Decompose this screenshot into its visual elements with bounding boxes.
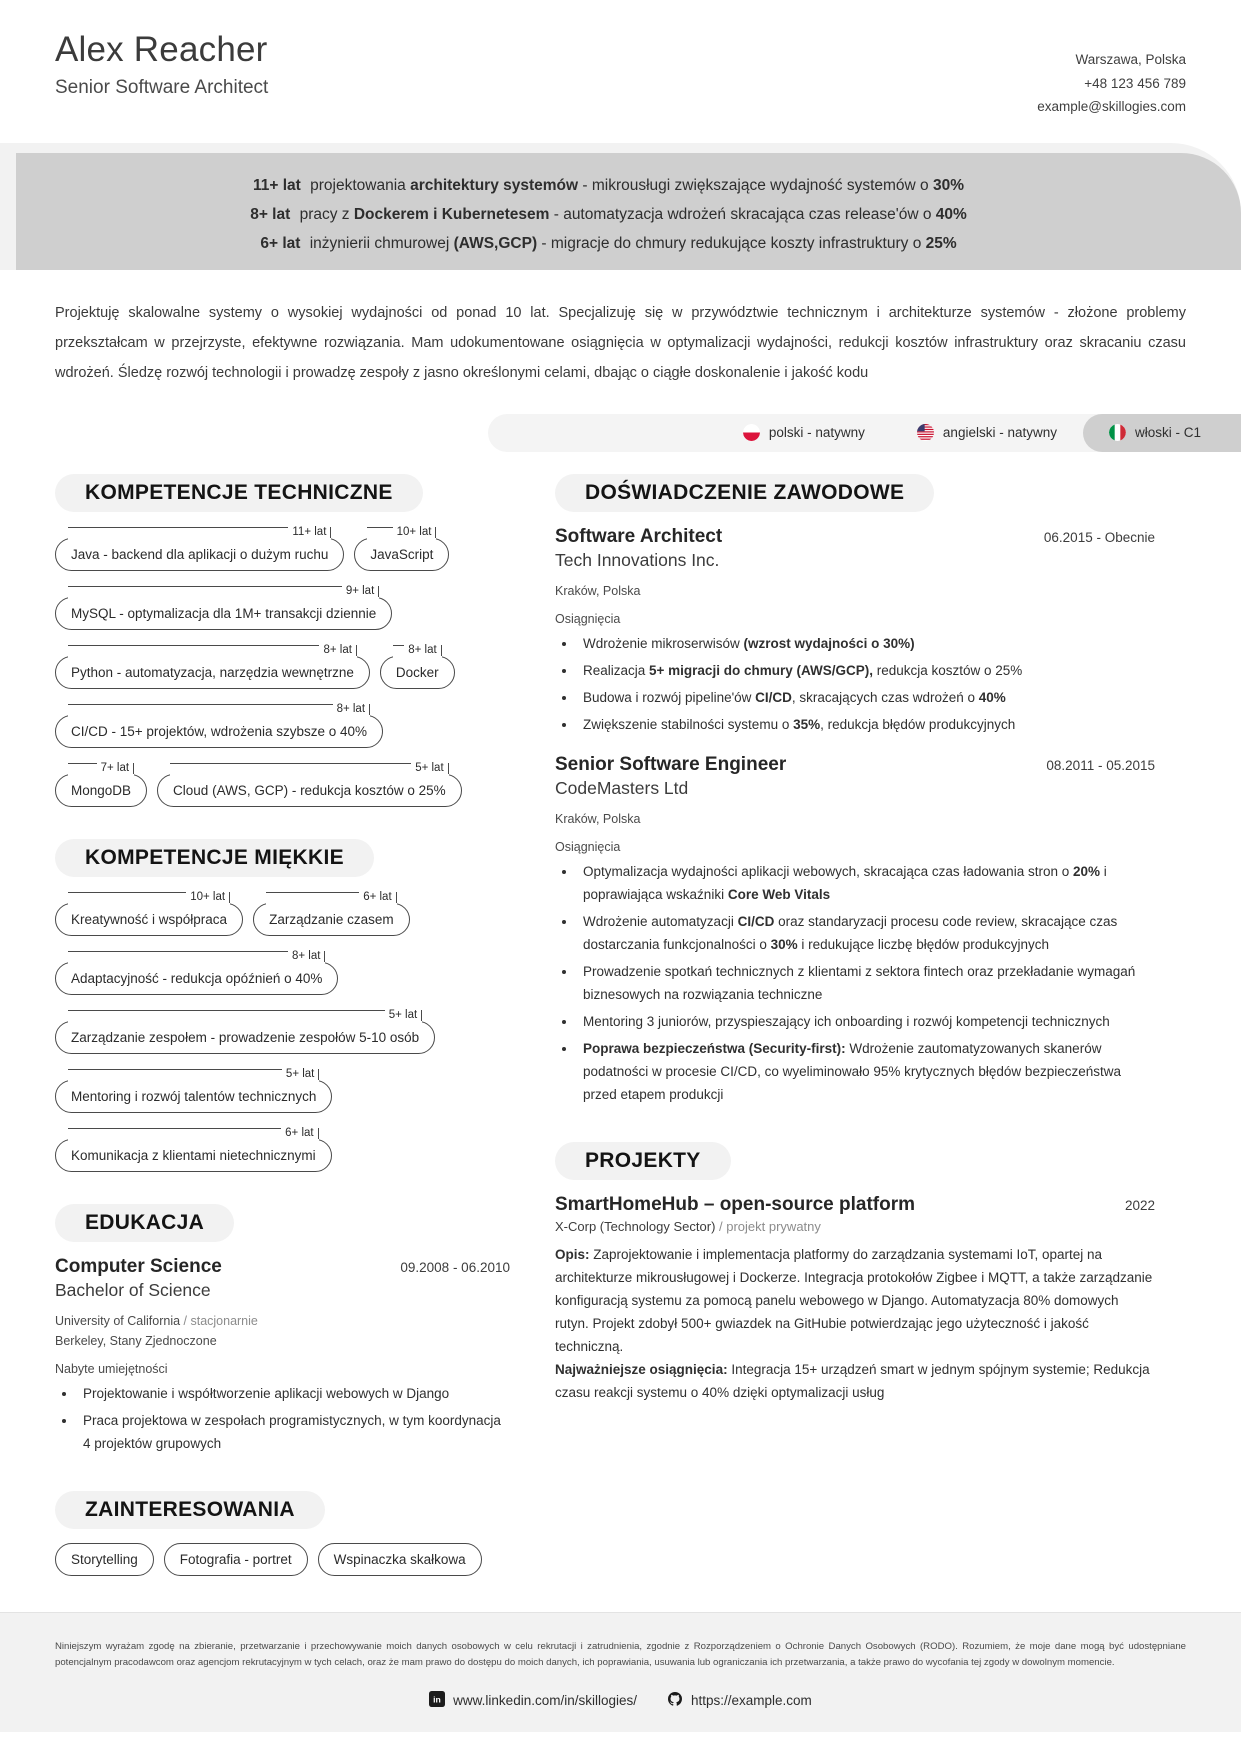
job-title: Senior Software Architect: [55, 77, 269, 99]
cv-header: [0, 0, 1241, 137]
skill-chip: [55, 526, 344, 571]
experience-achievements-label: Osiągnięcia: [555, 839, 621, 854]
project-highlight-label: Najważniejsze osiągnięcia:: [555, 1361, 728, 1377]
skill-row: [55, 526, 510, 571]
banner-bold: Dockerem i Kubernetesem: [353, 205, 550, 223]
experience-list: [555, 526, 1155, 1106]
skill-label: Cloud (AWS, GCP) - redukcja kosztów o 25%: [157, 774, 462, 807]
skill-row: [55, 585, 510, 630]
skill-years-badge: 8+ lat: [333, 703, 369, 715]
education-entry: [55, 1256, 510, 1455]
project-desc-text: Zaprojektowanie i implementacja platformy do zarządzania systemami IoT, opartej na architekturze mikrousługowej i Dockerze. Integracja protokołów Zigbee i MQTT, a także zarządzanie konfiguracją systemu za pomocą panelu webowego w Django. Automatyzacja 80% domowych rutyn. Projekt zdobył 500+ gwiazdek na GitHubie potwierdzając jego użyteczność i jakość techniczną.: [555, 1246, 1153, 1354]
skill-years-badge: 7+ lat: [97, 762, 133, 774]
banner-years: 11+ lat: [252, 176, 301, 194]
usa-flag: [917, 424, 934, 441]
interest-chip: [55, 1543, 154, 1576]
skill-row: [55, 891, 510, 936]
experience-bullet: • Wdrożenie automatyzacji CI/CD oraz standaryzacji procesu code review, skracające czas dostarczania funkcjonalności o 30% i redukujące liczbę błędów produkcyjnych: [577, 910, 1155, 956]
experience-bullet: • Poprawa bezpieczeństwa (Security-first): Wdrożenie zautomatyzowanych skanerów podatności w procesie CI/CD, co wyeliminowało 95% krytycznych błędów bezpieczeństwa przed etapem produkcji: [577, 1037, 1155, 1106]
education-school: University of California: [55, 1313, 181, 1328]
project-org: [555, 1219, 1155, 1234]
skill-years-badge: 5+ lat: [385, 1009, 421, 1021]
banner-pre: pracy z: [295, 205, 354, 223]
experience-place: Kraków, Polska: [555, 811, 641, 826]
experience-date: 08.2011 - 05.2015: [1046, 757, 1155, 773]
project-entry-top: [555, 1194, 1155, 1216]
skill-chip: [354, 526, 449, 571]
skill-years-badge: 8+ lat: [288, 950, 324, 962]
language-item: [1083, 414, 1241, 452]
banner-line: [16, 171, 1201, 200]
contact-phone: +48 123 456 789: [1084, 75, 1186, 91]
skill-row: [55, 1127, 510, 1172]
experience-entry-top: [555, 526, 1155, 548]
experience-bullet: • Mentoring 3 juniorów, przyspieszający ich onboarding i rozwój kompetencji technicznych: [577, 1010, 1155, 1033]
skill-chip: [253, 891, 410, 936]
education-degree-level: Bachelor of Science: [55, 1279, 211, 1300]
experience-entry: [555, 754, 1155, 1106]
experience-entry: [555, 526, 1155, 736]
soft-skills-list: [55, 891, 510, 1172]
skill-chip: [55, 1127, 332, 1172]
banner-bold: (AWS,GCP): [453, 234, 538, 252]
skill-row: [55, 1009, 510, 1054]
experience-bullet: • Prowadzenie spotkań technicznych z klientami z sektora fintech oraz przekładanie wymagań biznesowych na rozwiązania techniczne: [577, 960, 1155, 1006]
languages-bar: [0, 414, 1241, 454]
skill-chip: [55, 644, 370, 689]
experience-bullets: [555, 860, 1155, 1106]
education-date: 09.2008 - 06.2010: [400, 1259, 510, 1275]
skill-chip: [380, 644, 455, 689]
svg-text:in: in: [433, 1694, 442, 1705]
section-heading-interests: ZAINTERESOWANIA: [55, 1491, 325, 1529]
cv-footer: [0, 1613, 1241, 1732]
skill-chip: [55, 950, 338, 995]
footer-link-label[interactable]: www.linkedin.com/in/skillogies/: [453, 1692, 637, 1708]
experience-bullets: [555, 632, 1155, 736]
linkedin-icon: [429, 1691, 445, 1710]
cv-body: [0, 454, 1241, 1576]
skill-years-badge: 10+ lat: [186, 891, 229, 903]
languages-track: [488, 414, 1241, 452]
footer-link-label[interactable]: https://example.com: [691, 1692, 812, 1708]
header-identity: [55, 26, 268, 99]
italy-flag: [1109, 424, 1126, 441]
banner-line: [16, 200, 1201, 229]
skill-years-badge: 11+ lat: [288, 526, 330, 538]
section-heading-education: EDUKACJA: [55, 1204, 234, 1242]
interest-label: Fotografia - portret: [164, 1543, 308, 1576]
project-desc-label: Opis:: [555, 1246, 590, 1262]
education-degree-field: Computer Science: [55, 1255, 222, 1277]
contact-location: Warszawa, Polska: [1075, 52, 1186, 67]
education-bullet: • Praca projektowa w zespołach programistycznych, w tym koordynacja 4 projektów grupowych: [77, 1409, 510, 1455]
skill-chip: [55, 762, 147, 807]
project-entry: [555, 1194, 1155, 1404]
skill-years-badge: 9+ lat: [342, 585, 378, 597]
project-title: SmartHomeHub – open-source platform: [555, 1193, 915, 1215]
contact-block: [1037, 26, 1186, 119]
skill-label: Kreatywność i współpraca: [55, 903, 243, 936]
skill-row: [55, 950, 510, 995]
skill-row: [55, 1068, 510, 1113]
skill-label: Python - automatyzacja, narzędzia wewnętrzne: [55, 656, 370, 689]
skill-label: Mentoring i rozwój talentów technicznych: [55, 1080, 332, 1113]
skill-label: CI/CD - 15+ projektów, wdrożenia szybsze o 40%: [55, 715, 383, 748]
experience-company: CodeMasters Ltd: [555, 777, 689, 798]
page-title: Alex Reacher: [55, 30, 268, 69]
banner-post: - automatyzacja wdrożeń skracająca czas release'ów o: [549, 205, 936, 223]
profile-summary: Projektuję skalowalne systemy o wysokiej wydajności od ponad 10 lat. Specjalizuję się w przywództwie technicznym i architekturze systemów - złożone problemy przekształcam w przejrzyste, efektywne rozwiązania. Mam udokumentowane osiągnięcia w optymalizacji wydajności, redukcji kosztów infrastruktury oraz skracaniu czasu wdrożeń. Śledzę rozwój technologii i prowadzę zespoły z jasno określonymi celami, dbając o ciągłe doskonalenie i jakość kodu: [55, 304, 1186, 381]
skill-chip: [55, 1009, 435, 1054]
experience-date: 06.2015 - Obecnie: [1043, 529, 1155, 545]
footer-link[interactable]: [667, 1691, 812, 1710]
banner-metric: 25%: [925, 234, 957, 252]
skill-label: JavaScript: [354, 538, 449, 571]
banner-content: [16, 153, 1241, 270]
banner-years: 6+ lat: [260, 234, 301, 252]
experience-bullet: • Zwiększenie stabilności systemu o 35%, redukcja błędów produkcyjnych: [577, 713, 1155, 736]
left-column: [30, 474, 530, 1576]
education-bullets: [55, 1382, 510, 1455]
banner-post: - migracje do chmury redukujące koszty infrastruktury o: [537, 234, 926, 252]
project-kind: / projekt prywatny: [715, 1218, 821, 1234]
experience-bullet: • Budowa i rozwój pipeline'ów CI/CD, skracających czas wdrożeń o 40%: [577, 686, 1155, 709]
education-entry-top: [55, 1256, 510, 1278]
education-institution: [55, 1311, 510, 1351]
experience-job-title: Senior Software Engineer: [555, 753, 787, 775]
skill-chip: [157, 762, 462, 807]
language-item: [891, 414, 1083, 452]
language-label: polski - natywny: [768, 425, 865, 441]
section-heading-projects: PROJEKTY: [555, 1142, 731, 1180]
education-mode: / stacjonarnie: [180, 1313, 258, 1328]
skill-years-badge: 5+ lat: [282, 1068, 318, 1080]
skill-label: MongoDB: [55, 774, 147, 807]
banner-line: [16, 229, 1201, 258]
banner-pre: inżynierii chmurowej: [305, 234, 454, 252]
skill-years-badge: 5+ lat: [411, 762, 447, 774]
banner-pre: projektowania: [305, 176, 411, 194]
skill-row: [55, 703, 510, 748]
skill-label: Docker: [380, 656, 455, 689]
banner-bold: architektury systemów: [410, 176, 579, 194]
interest-label: Wspinaczka skałkowa: [318, 1543, 482, 1576]
experience-bullet: • Optymalizacja wydajności aplikacji webowych, skracająca czas ładowania stron o 20% i poprawiająca wskaźniki Core Web Vitals: [577, 860, 1155, 906]
language-label: angielski - natywny: [942, 425, 1057, 441]
skill-years-badge: 8+ lat: [404, 644, 440, 656]
contact-email: example@skillogies.com: [1037, 99, 1186, 115]
skill-row: [55, 644, 510, 689]
section-heading-tech-skills: KOMPETENCJE TECHNICZNE: [55, 474, 423, 512]
tech-skills-list: [55, 526, 510, 807]
skill-years-badge: 8+ lat: [319, 644, 355, 656]
project-description: [555, 1243, 1155, 1404]
experience-achievements-label: Osiągnięcia: [555, 611, 621, 626]
education-bullet: • Projektowanie i współtworzenie aplikacji webowych w Django: [77, 1382, 510, 1405]
interest-chip: [164, 1543, 308, 1576]
experience-place: Kraków, Polska: [555, 583, 641, 598]
highlights-banner: [0, 143, 1241, 270]
experience-job-title: Software Architect: [555, 525, 723, 547]
education-place: Berkeley, Stany Zjednoczone: [55, 1333, 217, 1348]
footer-links: [55, 1691, 1186, 1710]
rodo-consent-text: Niniejszym wyrażam zgodę na zbieranie, przetwarzanie i przechowywanie moich danych osobowych w celu rekrutacji i zatrudnienia, zgodnie z Rozporządzeniem o Ochronie Danych Osobowych (RODO). Rozumiem, że moje dane mogą być udostępniane potencjalnym pracodawcom oraz agencjom rekrutacyjnym w tych celach, oraz że mam prawo do dostępu do moich danych, ich poprawiania, usuwania lub ograniczania ich przetwarzania, a także prawo do wycofania tej zgody w dowolnym momencie.: [55, 1640, 1186, 1668]
experience-bullet: • Realizacja 5+ migracji do chmury (AWS/GCP), redukcja kosztów o 25%: [577, 659, 1155, 682]
language-label: włoski - C1: [1134, 425, 1201, 441]
interest-chip: [318, 1543, 482, 1576]
poland-flag: [743, 424, 760, 441]
experience-bullet: • Wdrożenie mikroserwisów (wzrost wydajności o 30%): [577, 632, 1155, 655]
skill-label: MySQL - optymalizacja dla 1M+ transakcji dziennie: [55, 597, 392, 630]
projects-list: [555, 1194, 1155, 1404]
github-icon: [667, 1691, 683, 1710]
interest-label: Storytelling: [55, 1543, 154, 1576]
skill-years-badge: 6+ lat: [359, 891, 395, 903]
skill-label: Komunikacja z klientami nietechnicznymi: [55, 1139, 332, 1172]
banner-metric: 30%: [932, 176, 965, 194]
skill-chip: [55, 703, 383, 748]
skill-chip: [55, 1068, 332, 1113]
footer-link[interactable]: [429, 1691, 637, 1710]
education-skills-label: Nabyte umiejętności: [55, 1361, 168, 1376]
skill-label: Adaptacyjność - redukcja opóźnień o 40%: [55, 962, 338, 995]
skill-years-badge: 10+ lat: [393, 526, 436, 538]
experience-entry-top: [555, 754, 1155, 776]
language-item: [717, 414, 891, 452]
skill-label: Zarządzanie zespołem - prowadzenie zespołów 5-10 osób: [55, 1021, 435, 1054]
skill-label: Java - backend dla aplikacji o dużym ruchu: [55, 538, 344, 571]
skill-chip: [55, 585, 392, 630]
banner-years: 8+ lat: [250, 205, 291, 223]
banner-post: - mikrousługi zwiększające wydajność systemów o: [578, 176, 933, 194]
skill-row: [55, 762, 510, 807]
interests-list: [55, 1543, 510, 1576]
experience-company: Tech Innovations Inc.: [555, 549, 720, 570]
project-highlight-text: Integracja 15+ urządzeń smart w jednym spójnym systemie; Redukcja czasu reakcji systemu o 40% dzięki optymalizacji usług: [555, 1361, 1150, 1400]
skill-label: Zarządzanie czasem: [253, 903, 410, 936]
skill-years-badge: 6+ lat: [281, 1127, 317, 1139]
section-heading-soft-skills: KOMPETENCJE MIĘKKIE: [55, 839, 374, 877]
project-date: 2022: [1124, 1197, 1155, 1213]
skill-chip: [55, 891, 243, 936]
project-org-name: X-Corp (Technology Sector): [555, 1218, 716, 1234]
section-heading-experience: DOŚWIADCZENIE ZAWODOWE: [555, 474, 934, 512]
right-column: [530, 474, 1185, 1576]
banner-metric: 40%: [935, 205, 967, 223]
